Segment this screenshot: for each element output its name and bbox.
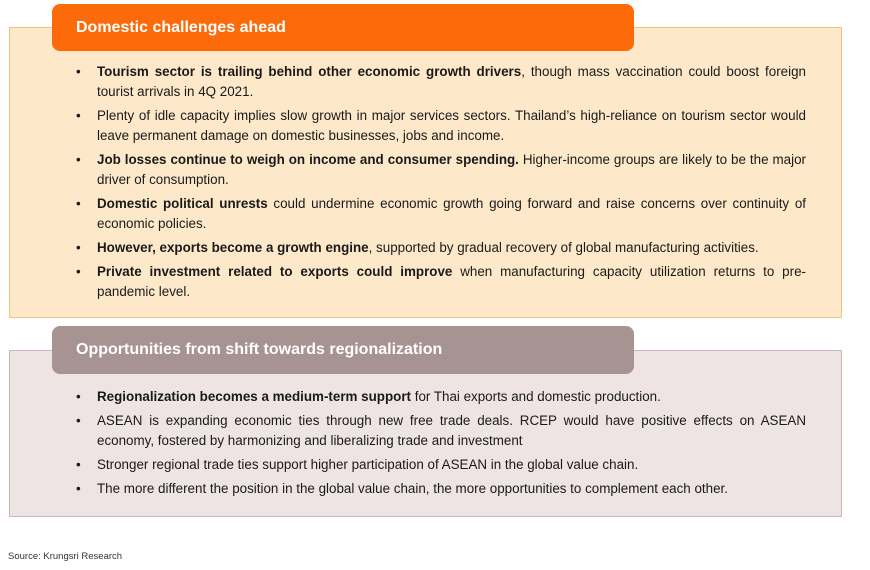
list-item <box>76 106 806 146</box>
bullet-text: Stronger regional trade ties support higher participation of ASEAN in the global value chain. <box>97 457 639 472</box>
bullet-text: for Thai exports and domestic production. <box>411 389 661 404</box>
domestic-title-tab <box>52 4 634 51</box>
list-item <box>76 387 806 407</box>
list-item <box>76 62 806 102</box>
regional-title-tab <box>52 326 634 374</box>
bullet-icon: • <box>76 64 81 79</box>
bullet-text: when manufacturing capacity utilization returns to pre-pandemic level. <box>97 264 806 299</box>
bullet-text: The more different the position in the global value chain, the more opportunities to complement each other. <box>97 481 728 496</box>
bullet-bold-text: Tourism sector is trailing behind other economic growth drivers <box>97 64 522 79</box>
list-item <box>76 455 806 475</box>
bullet-bold-text: However, exports become a growth engine <box>97 240 369 255</box>
bullet-icon: • <box>76 264 81 279</box>
bullet-bold-text: Regionalization becomes a medium-term support <box>97 389 411 404</box>
regional-bullet-list <box>76 387 806 503</box>
bullet-icon: • <box>76 108 81 123</box>
bullet-icon: • <box>76 389 81 404</box>
bullet-bold-text: Domestic political unrests <box>97 196 268 211</box>
bullet-text: ASEAN is expanding economic ties through new free trade deals. RCEP would have positive effects on ASEAN economy, fostered by harmonizing and liberalizing trade and investment <box>97 413 806 448</box>
bullet-text: Higher-income groups are likely to be the major driver of consumption. <box>97 152 806 187</box>
bullet-text: , though mass vaccination could boost foreign tourist arrivals in 4Q 2021. <box>97 64 806 99</box>
bullet-text: could undermine economic growth going forward and raise concerns over continuity of economic policies. <box>97 196 806 231</box>
list-item <box>76 479 806 499</box>
list-item <box>76 262 806 302</box>
list-item <box>76 194 806 234</box>
bullet-bold-text: Private investment related to exports could improve <box>97 264 453 279</box>
bullet-icon: • <box>76 196 81 211</box>
bullet-bold-text: Job losses continue to weigh on income and consumer spending. <box>97 152 519 167</box>
bullet-icon: • <box>76 152 81 167</box>
bullet-text: , supported by gradual recovery of global manufacturing activities. <box>368 240 759 255</box>
bullet-icon: • <box>76 240 81 255</box>
domestic-bullet-list <box>76 62 806 306</box>
list-item <box>76 238 806 258</box>
domestic-title: Domestic challenges ahead <box>76 18 286 36</box>
bullet-icon: • <box>76 457 81 472</box>
bullet-icon: • <box>76 413 81 428</box>
source-note: Source: Krungsri Research <box>8 551 123 562</box>
list-item <box>76 150 806 190</box>
list-item <box>76 411 806 451</box>
bullet-icon: • <box>76 481 81 496</box>
bullet-text: Plenty of idle capacity implies slow growth in major services sectors. Thailand’s high-reliance on tourism sector would leave permanent damage on domestic businesses, jobs and income. <box>97 108 806 143</box>
regional-title: Opportunities from shift towards regionalization <box>76 341 443 358</box>
